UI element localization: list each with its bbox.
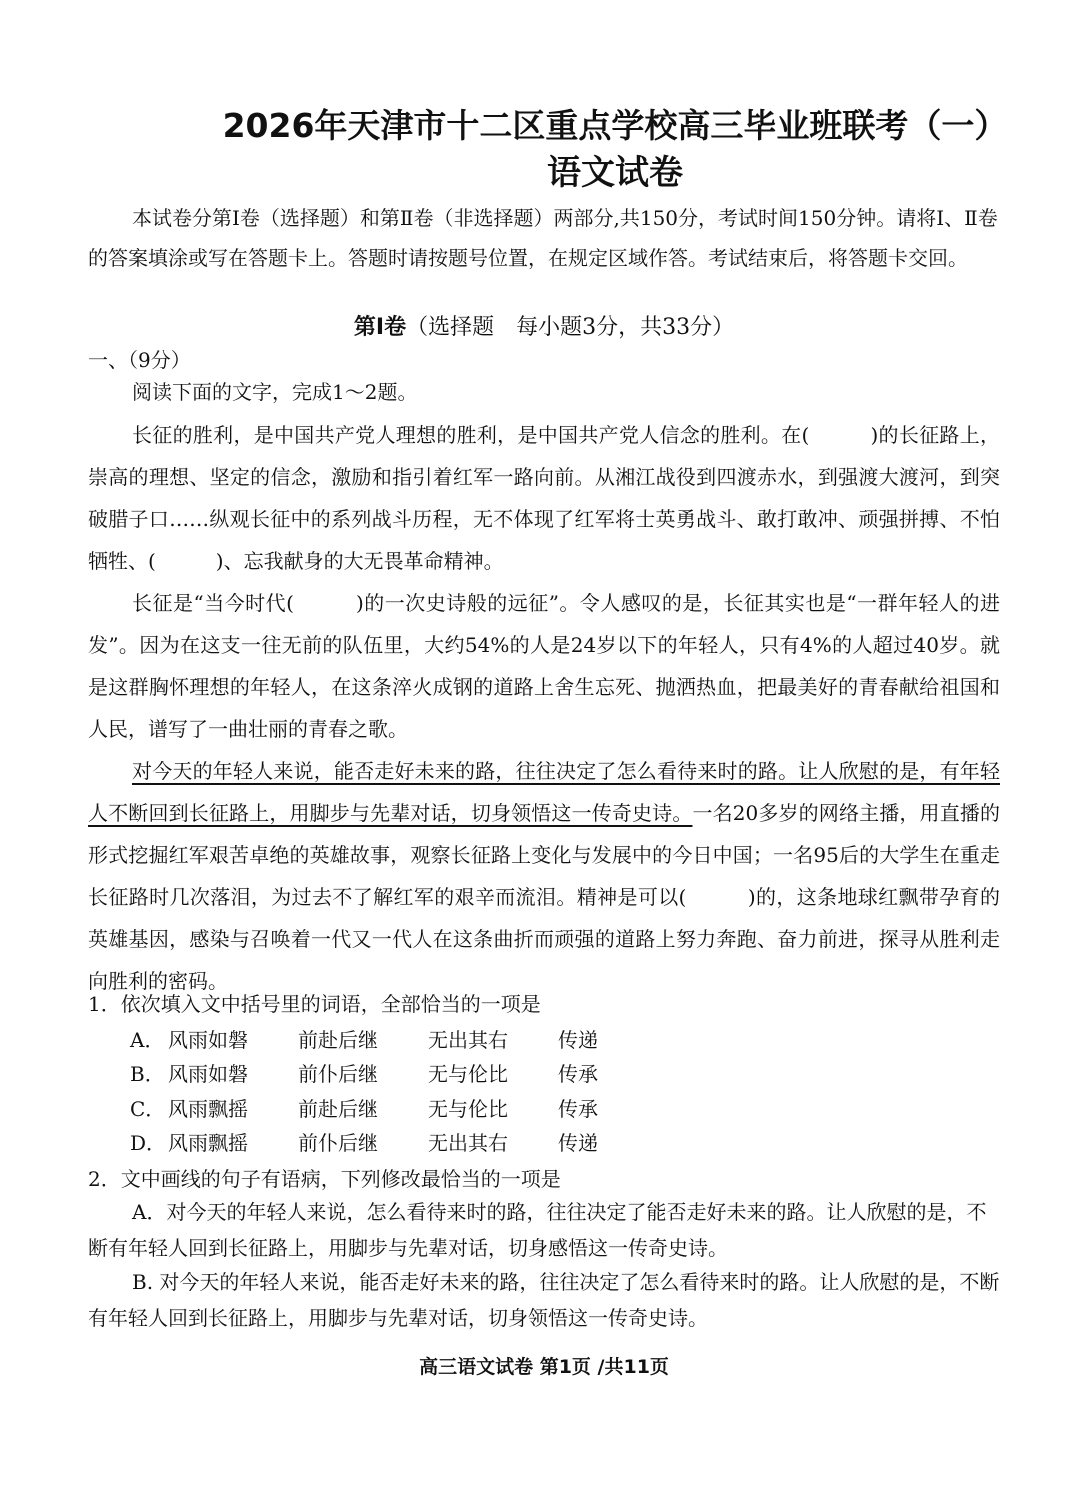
page-footer: 高三语文试卷 第1页 /共11页 [419,1356,669,1378]
question-1-option-a [130,1024,598,1053]
option-word-2: 前仆后继 [298,1062,378,1086]
question-1-option-b [130,1058,598,1087]
option-letter: C． [130,1097,166,1121]
section-instruction: 阅读下面的文字，完成1～2题。 [132,380,418,404]
option-word-1: 风雨飘摇 [168,1097,248,1121]
option-a-text: A．对今天的年轻人来说，怎么看待来时的路，往往决定了能否走好未来的路。让人欣慰的是，不断有年轻人回到长征路上，用脚步与先辈对话，切身感悟这一传奇史诗。 [88,1200,987,1260]
question-1-option-d [130,1127,598,1156]
option-word-3: 无与伦比 [428,1062,508,1086]
part-description: （选择题 每小题3分，共33分） [406,315,735,340]
question-2-option-a [88,1194,1000,1266]
option-word-3: 无出其右 [428,1131,508,1155]
option-word-4: 传递 [558,1028,598,1052]
option-letter: D． [130,1131,167,1155]
underlined-sentence: 对今天的年轻人来说，能否走好未来的路，往往决定了怎么看待来时的路。让人欣慰的是，有年轻人不断回到长征路上，用脚步与先辈对话，切身领悟这一传奇史诗。 [88,759,1000,825]
exam-instructions [88,198,1000,278]
option-word-1: 风雨如磐 [168,1062,248,1086]
option-word-2: 前赴后继 [298,1028,378,1052]
question-2-option-b [88,1264,1000,1336]
option-word-3: 无与伦比 [428,1097,508,1121]
option-word-4: 传承 [558,1062,598,1086]
option-b-text: B. 对今天的年轻人来说，能否走好未来的路，往往决定了怎么看待来时的路。让人欣慰的是，不断有年轻人回到长征路上，用脚步与先辈对话，切身领悟这一传奇史诗。 [88,1270,1000,1330]
option-word-1: 风雨飘摇 [168,1131,248,1155]
part-heading [88,310,1000,341]
option-letter: A． [130,1028,165,1052]
section-heading: 一、（9分） [88,348,191,372]
option-word-2: 前赴后继 [298,1097,378,1121]
option-word-3: 无出其右 [428,1028,508,1052]
question-2-stem: 2．文中画线的句子有语病，下列修改最恰当的一项是 [88,1167,561,1191]
option-letter: B． [130,1062,165,1086]
passage-paragraph-3-rest: 一名20多岁的网络主播，用直播的形式挖掘红军艰苦卓绝的英雄故事，观察长征路上变化与发展中的今日中国；一名95后的大学生在重走长征路时几次落泪，为过去不了解红军的艰辛而流泪。精神是可以( )的，这条地球红飘带孕育的英雄基因，感染与召唤着一代又一代人在这条曲折而顽强的道路上努力奔跑、奋力前进，探寻从胜利走向胜利的密码。 [88,801,1001,993]
option-word-1: 风雨如磐 [168,1028,248,1052]
exam-title: 2026年天津市十二区重点学校高三毕业班联考（一） [222,106,1008,145]
passage-paragraph-1: 长征的胜利，是中国共产党人理想的胜利，是中国共产党人信念的胜利。在( )的长征路上，崇高的理想、坚定的信念，激励和指引着红军一路向前。从湘江战役到四渡赤水，到强渡大渡河，到突破腊子口……纵观长征中的系列战斗历程，无不体现了红军将士英勇战斗、敢打敢冲、顽强拼搏、不怕牺牲、( )、忘我献身的大无畏革命精神。 [88,423,1000,573]
passage-paragraph-3 [88,750,1000,1002]
instructions-text: 本试卷分第Ⅰ卷（选择题）和第Ⅱ卷（非选择题）两部分,共150分，考试时间150分钟。请将Ⅰ、Ⅱ卷的答案填涂或写在答题卡上。答题时请按题号位置，在规定区域作答。考试结束后，将答题卡交回。 [88,206,998,270]
option-word-4: 传递 [558,1131,598,1155]
reading-passage [88,414,1000,1002]
option-word-4: 传承 [558,1097,598,1121]
part-label: 第Ⅰ卷 [353,315,407,340]
question-1-stem: 1．依次填入文中括号里的词语，全部恰当的一项是 [88,992,541,1016]
question-1-option-c [130,1093,598,1122]
option-word-2: 前仆后继 [298,1131,378,1155]
passage-paragraph-2: 长征是“当今时代( )的一次史诗般的远征”。令人感叹的是，长征其实也是“一群年轻人的进发”。因为在这支一往无前的队伍里，大约54%的人是24岁以下的年轻人，只有4%的人超过40岁。就是这群胸怀理想的年轻人，在这条淬火成钢的道路上舍生忘死、抛洒热血，把最美好的青春献给祖国和人民，谱写了一曲壮丽的青春之歌。 [88,591,1000,741]
exam-subtitle: 语文试卷 [547,153,683,193]
